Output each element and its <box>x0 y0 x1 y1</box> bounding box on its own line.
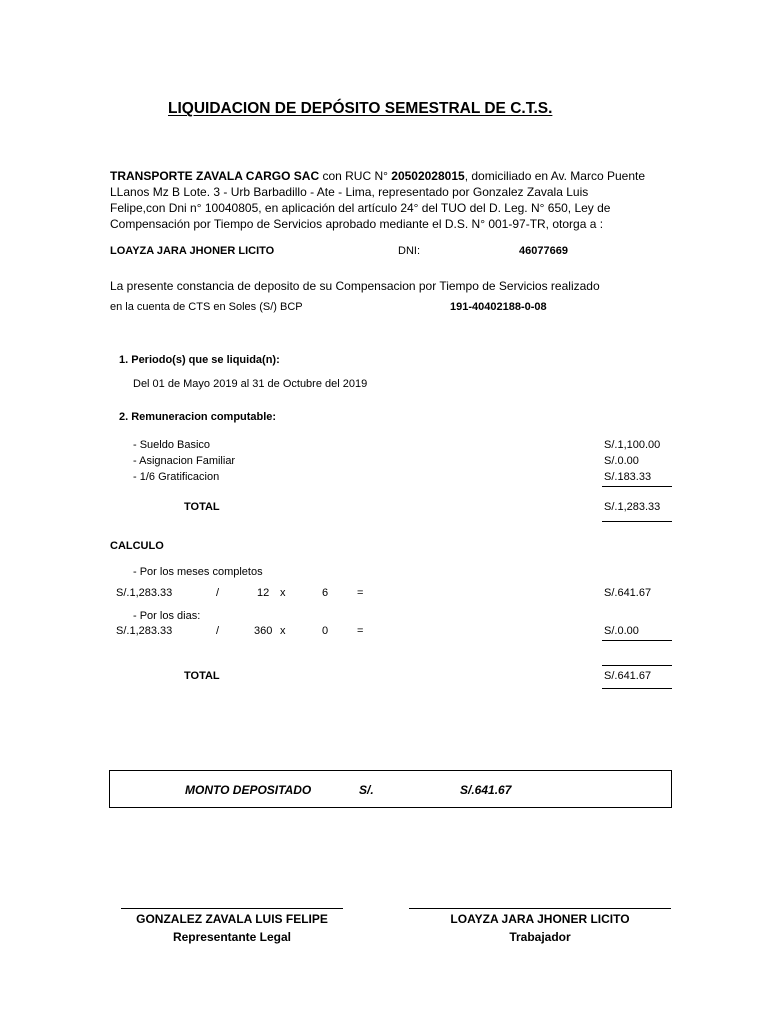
deposit-currency: S/. <box>359 783 374 797</box>
worker-name: LOAYZA JARA JHONER LICITO <box>110 245 275 257</box>
deposit-amount-box <box>109 770 672 808</box>
dni-value: 46077669 <box>519 245 568 257</box>
calc-result: S/.641.67 <box>604 587 652 599</box>
ruc-number: 20502028015 <box>391 169 465 183</box>
calc-divider-upper <box>602 665 672 666</box>
calc-times-sign: x <box>280 587 286 599</box>
remuneration-item-label: - Sueldo Basico <box>133 439 211 451</box>
period-text: Del 01 de Mayo 2019 al 31 de Octubre del 2019 <box>133 378 368 390</box>
document-title: LIQUIDACION DE DEPÓSITO SEMESTRAL DE C.T.S. <box>168 100 553 117</box>
signatory-name: LOAYZA JARA JHONER LICITO <box>450 912 630 926</box>
calculation-total-amount: S/.641.67 <box>604 670 652 682</box>
signature-line <box>409 908 671 909</box>
calc-count: 0 <box>322 625 329 637</box>
remuneration-item-label: - Asignacion Familiar <box>133 455 236 467</box>
signatory-role: Trabajador <box>509 930 571 944</box>
remuneration-item-label: - 1/6 Gratificacion <box>133 471 220 483</box>
remuneration-item-amount: S/.0.00 <box>604 455 639 467</box>
calc-equals-sign: = <box>357 587 364 599</box>
calculation-heading: CALCULO <box>110 540 164 552</box>
calc-divide-sign: / <box>216 587 220 599</box>
dni-label: DNI: <box>398 245 420 257</box>
cts-account-number: 191-40402188-0-08 <box>450 301 547 313</box>
intro-line-3: Felipe,con Dni n° 10040805, en aplicación del artículo 24° del TUO del D. Leg. N° 650, Ley de <box>110 201 611 215</box>
remuneration-total-amount: S/.1,283.33 <box>604 501 661 513</box>
signature-line <box>121 908 343 909</box>
signatory-role: Representante Legal <box>172 930 292 944</box>
months-label: - Por los meses completos <box>133 566 263 578</box>
intro-line-1-rest: , domiciliado en Av. Marco Puente <box>464 169 646 183</box>
calc-result: S/.0.00 <box>604 625 639 637</box>
calc-divisor: 12 <box>257 587 270 599</box>
calc-divide-sign: / <box>216 625 220 637</box>
total-underline <box>602 521 672 522</box>
remuneration-item-amount: S/.183.33 <box>604 471 652 483</box>
remuneration-total-label: TOTAL <box>184 501 220 513</box>
deposit-text-line-1: La presente constancia de deposito de su Compensacion por Tiempo de Servicios realizado <box>110 279 600 293</box>
deposit-amount-value: S/.641.67 <box>460 783 512 797</box>
remuneration-item-amount: S/.1,100.00 <box>604 439 661 451</box>
calc-equals-sign: = <box>357 625 364 637</box>
ruc-label: con RUC N° <box>319 169 392 183</box>
calc-base: S/.1,283.33 <box>116 587 173 599</box>
calculation-total-label: TOTAL <box>184 670 220 682</box>
intro-line-4: Compensación por Tiempo de Servicios aprobado mediante el D.S. N° 001-97-TR, otorga a : <box>110 217 604 231</box>
days-label: - Por los dias: <box>133 610 201 622</box>
calc-total-underline <box>602 688 672 689</box>
calc-divisor: 360 <box>254 625 273 637</box>
calc-count: 6 <box>322 587 329 599</box>
calc-times-sign: x <box>280 625 286 637</box>
calc-base: S/.1,283.33 <box>116 625 173 637</box>
subtotal-divider <box>602 486 672 487</box>
signatory-name: GONZALEZ ZAVALA LUIS FELIPE <box>136 912 328 926</box>
intro-line-1 <box>110 169 645 183</box>
intro-line-2: LLanos Mz B Lote. 3 - Urb Barbadillo - Ate - Lima, representado por Gonzalez Zavala Luis <box>110 185 589 199</box>
deposit-text-line-2: en la cuenta de CTS en Soles (S/) BCP <box>110 301 303 313</box>
company-name: TRANSPORTE ZAVALA CARGO SAC <box>110 169 320 183</box>
deposit-amount-label: MONTO DEPOSITADO <box>185 783 312 797</box>
remuneration-heading: 2. Remuneracion computable: <box>119 411 277 423</box>
calc-subtotal-divider <box>602 640 672 641</box>
period-heading: 1. Periodo(s) que se liquida(n): <box>119 354 280 366</box>
